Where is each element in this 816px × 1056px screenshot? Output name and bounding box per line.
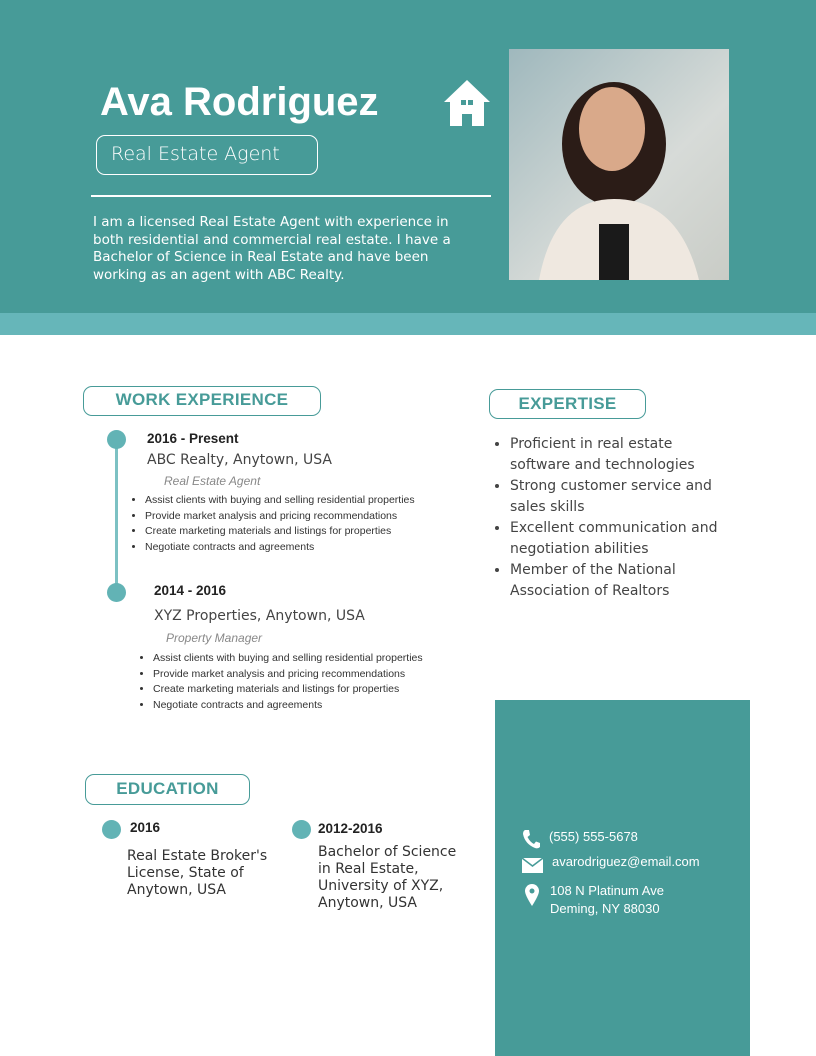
contact-email: avarodriguez@email.com	[552, 854, 700, 869]
job-role: Property Manager	[166, 631, 263, 645]
timeline-line	[115, 440, 118, 592]
timeline-dot	[107, 583, 126, 602]
education-desc: Real Estate Broker's License, State of Anytown, USA	[127, 848, 268, 898]
job-bullets	[129, 493, 415, 556]
profile-photo	[509, 49, 729, 280]
work-experience-heading: WORK EXPERIENCE	[83, 386, 321, 416]
name-heading: Ava Rodriguez	[100, 80, 379, 124]
job-bullet: • Provide market analysis and pricing recommendations	[145, 509, 415, 525]
header-stripe	[0, 313, 816, 335]
expertise-heading: EXPERTISE	[489, 389, 646, 419]
education-year: 2016	[130, 820, 161, 835]
job-bullet: • Negotiate contracts and agreements	[153, 698, 423, 714]
job-dates: 2014 - 2016	[154, 583, 227, 598]
education-dot	[102, 820, 121, 839]
house-icon	[442, 78, 492, 128]
contact-phone: (555) 555-5678	[549, 829, 638, 844]
education-desc: Bachelor of Science in Real Estate, University of XYZ, Anytown, USA	[318, 844, 457, 911]
location-pin-icon	[525, 884, 539, 906]
job-title-badge: Real Estate Agent	[96, 135, 318, 175]
job-role: Real Estate Agent	[164, 474, 261, 488]
expertise-item: • Strong customer service and sales skills	[510, 476, 720, 518]
job-bullet: • Assist clients with buying and selling residential properties	[145, 493, 415, 509]
email-icon	[522, 858, 543, 873]
job-bullet: • Negotiate contracts and agreements	[145, 540, 415, 556]
education-dot	[292, 820, 311, 839]
timeline-dot	[107, 430, 126, 449]
job-bullet: • Assist clients with buying and selling residential properties	[153, 651, 423, 667]
job-bullets	[137, 651, 423, 714]
job-bullet: • Provide market analysis and pricing recommendations	[153, 667, 423, 683]
expertise-item: • Member of the National Association of Realtors	[510, 560, 720, 602]
expertise-list	[490, 434, 720, 602]
job-bullet: • Create marketing materials and listings for properties	[145, 524, 415, 540]
expertise-item: • Proficient in real estate software and technologies	[510, 434, 720, 476]
expertise-item: • Excellent communication and negotiation abilities	[510, 518, 720, 560]
job-bullet: • Create marketing materials and listings for properties	[153, 682, 423, 698]
job-dates: 2016 - Present	[147, 431, 239, 446]
job-company: ABC Realty, Anytown, USA	[147, 452, 333, 468]
contact-panel	[495, 700, 750, 1056]
education-heading: EDUCATION	[85, 774, 250, 805]
phone-icon	[522, 829, 540, 849]
divider	[91, 195, 491, 197]
contact-address-line1: 108 N Platinum Ave	[550, 883, 664, 898]
education-year: 2012-2016	[318, 821, 383, 836]
summary-text: I am a licensed Real Estate Agent with experience in both residential and commercial real estate. I have a Bachelor of Science in Real Estate and have been working as an agent with ABC Realty.	[93, 214, 451, 283]
job-company: XYZ Properties, Anytown, USA	[154, 608, 365, 624]
contact-address-line2: Deming, NY 88030	[550, 901, 660, 916]
